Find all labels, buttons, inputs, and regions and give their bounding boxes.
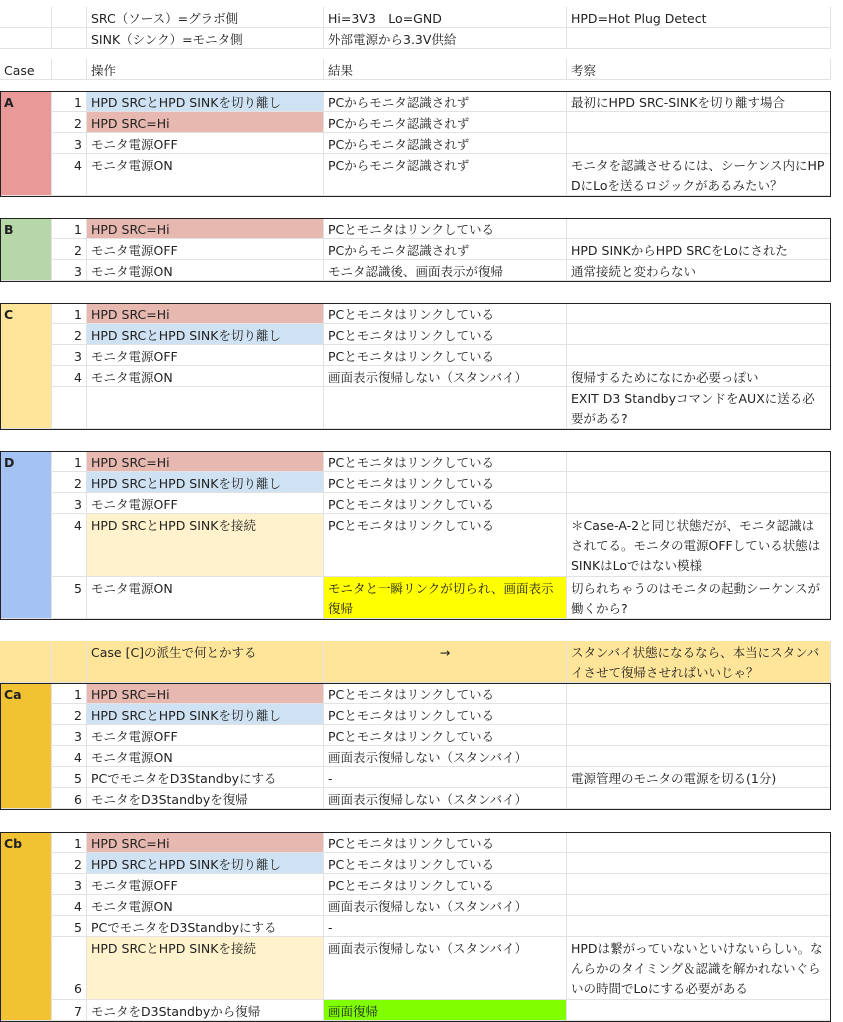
header-note-hpd[interactable]: HPD=Hot Plug Detect — [567, 7, 831, 28]
result-cell[interactable]: - — [324, 767, 567, 788]
operation-cell[interactable]: PCでモニタをD3Standbyにする — [87, 767, 324, 788]
operation-cell[interactable]: モニタ電源ON — [87, 366, 324, 387]
cell-empty[interactable] — [0, 28, 52, 49]
operation-cell[interactable]: HPD SRC=Hi — [87, 683, 324, 704]
result-cell[interactable]: 画面復帰 — [324, 1000, 567, 1021]
operation-cell[interactable]: モニタ電源OFF — [87, 345, 324, 366]
note-cell[interactable] — [567, 493, 831, 514]
result-cell[interactable]: PCとモニタはリンクしている — [324, 303, 567, 324]
step-number[interactable]: 2 — [52, 112, 87, 133]
cell-empty[interactable] — [567, 28, 831, 49]
note-cell[interactable] — [567, 451, 831, 472]
step-number[interactable]: 2 — [52, 853, 87, 874]
header-note-src[interactable]: SRC（ソース）=グラボ側 — [87, 7, 324, 28]
operation-cell[interactable]: HPD SRCとHPD SINKを切り離し — [87, 91, 324, 112]
step-number[interactable]: 1 — [52, 303, 87, 324]
operation-cell[interactable]: HPD SRCとHPD SINKを切り離し — [87, 853, 324, 874]
step-number[interactable]: 2 — [52, 324, 87, 345]
result-cell[interactable]: PCとモニタはリンクしている — [324, 832, 567, 853]
note-cell[interactable]: 通常接続と変わらない — [567, 260, 831, 281]
step-number[interactable]: 4 — [52, 895, 87, 916]
note-cell[interactable] — [567, 472, 831, 493]
operation-cell[interactable]: モニタ電源ON — [87, 154, 324, 196]
step-number[interactable]: 6 — [52, 937, 87, 1000]
note-cell[interactable] — [567, 324, 831, 345]
step-number[interactable]: 1 — [52, 91, 87, 112]
operation-cell[interactable]: モニタ電源ON — [87, 895, 324, 916]
step-number[interactable]: 4 — [52, 366, 87, 387]
note-cell[interactable] — [567, 895, 831, 916]
operation-cell[interactable]: モニタ電源OFF — [87, 493, 324, 514]
note-cell[interactable] — [567, 303, 831, 324]
column-header-case[interactable]: Case — [0, 59, 52, 80]
result-cell[interactable]: PCからモニタ認識されず — [324, 154, 567, 196]
operation-cell[interactable]: HPD SRC=Hi — [87, 832, 324, 853]
result-cell[interactable]: PCとモニタはリンクしている — [324, 472, 567, 493]
note-cell[interactable]: 切られちゃうのはモニタの起動シーケンスが働くから? — [567, 577, 831, 619]
case-label-D[interactable]: D — [0, 451, 52, 619]
derived-header-note[interactable]: スタンバイ状態になるなら、本当にスタンバイさせて復帰させればいいじゃ？ — [567, 641, 831, 683]
operation-cell[interactable]: HPD SRC=Hi — [87, 303, 324, 324]
operation-cell[interactable]: HPD SRCとHPD SINKを接続 — [87, 514, 324, 577]
note-cell[interactable]: モニタを認識させるには、シーケンス内にHPDにLoを送るロジックがあるみたい？ — [567, 154, 831, 196]
note-cell[interactable] — [567, 746, 831, 767]
step-number[interactable]: 6 — [52, 788, 87, 809]
result-cell[interactable]: 画面表示復帰しない（スタンバイ） — [324, 746, 567, 767]
result-cell[interactable]: PCとモニタはリンクしている — [324, 874, 567, 895]
operation-cell[interactable]: HPD SRCとHPD SINKを切り離し — [87, 324, 324, 345]
derived-header-cell[interactable] — [52, 641, 87, 683]
result-cell[interactable]: PCとモニタはリンクしている — [324, 451, 567, 472]
note-cell[interactable]: 電源管理のモニタの電源を切る(1分) — [567, 767, 831, 788]
column-header-num[interactable] — [52, 59, 87, 80]
step-number[interactable]: 3 — [52, 874, 87, 895]
column-header-operation[interactable]: 操作 — [87, 59, 324, 80]
operation-cell[interactable]: HPD SRCとHPD SINKを接続 — [87, 937, 324, 1000]
step-number[interactable]: 2 — [52, 239, 87, 260]
result-cell[interactable] — [324, 387, 567, 429]
step-number[interactable]: 4 — [52, 746, 87, 767]
note-cell[interactable] — [567, 788, 831, 809]
result-cell[interactable]: - — [324, 916, 567, 937]
step-number[interactable]: 1 — [52, 451, 87, 472]
operation-cell[interactable]: HPD SRC=Hi — [87, 451, 324, 472]
result-cell[interactable]: PCからモニタ認識されず — [324, 91, 567, 112]
result-cell[interactable]: 画面表示復帰しない（スタンバイ） — [324, 366, 567, 387]
step-number[interactable]: 3 — [52, 133, 87, 154]
note-cell[interactable] — [567, 853, 831, 874]
case-label-Cb[interactable]: Cb — [0, 832, 52, 1021]
step-number[interactable]: 3 — [52, 725, 87, 746]
result-cell[interactable]: PCとモニタはリンクしている — [324, 218, 567, 239]
note-cell[interactable] — [567, 704, 831, 725]
column-header-note[interactable]: 考察 — [567, 59, 831, 80]
step-number[interactable]: 3 — [52, 493, 87, 514]
result-cell[interactable]: PCとモニタはリンクしている — [324, 725, 567, 746]
operation-cell[interactable]: HPD SRC=Hi — [87, 218, 324, 239]
result-cell[interactable]: PCとモニタはリンクしている — [324, 514, 567, 577]
case-label-C[interactable]: C — [0, 303, 52, 429]
result-cell[interactable]: 画面表示復帰しない（スタンバイ） — [324, 895, 567, 916]
note-cell[interactable] — [567, 1000, 831, 1021]
operation-cell[interactable]: モニタ電源ON — [87, 260, 324, 281]
note-cell[interactable] — [567, 133, 831, 154]
result-cell[interactable]: 画面表示復帰しない（スタンバイ） — [324, 937, 567, 1000]
note-cell[interactable]: 最初にHPD SRC-SINKを切り離す場合 — [567, 91, 831, 112]
note-cell[interactable] — [567, 112, 831, 133]
header-note-hilo[interactable]: Hi=3V3 Lo=GND — [324, 7, 567, 28]
header-note-power[interactable]: 外部電源から3.3V供給 — [324, 28, 567, 49]
case-label-Ca[interactable]: Ca — [0, 683, 52, 809]
operation-cell[interactable]: モニタ電源ON — [87, 746, 324, 767]
note-cell[interactable]: HPD SINKからHPD SRCをLoにされた — [567, 239, 831, 260]
note-cell[interactable] — [567, 725, 831, 746]
operation-cell[interactable] — [87, 387, 324, 429]
note-cell[interactable] — [567, 345, 831, 366]
step-number[interactable]: 7 — [52, 1000, 87, 1021]
cell-empty[interactable] — [52, 28, 87, 49]
note-cell[interactable]: ＊Case-A-2と同じ状態だが、モニタ認識はされてる。モニタの電源OFFしている状態はSINKはLoではない模様 — [567, 514, 831, 577]
derived-header-arrow[interactable]: → — [324, 641, 567, 683]
step-number[interactable]: 3 — [52, 260, 87, 281]
column-header-result[interactable]: 結果 — [324, 59, 567, 80]
note-cell[interactable]: EXIT D3 StandbyコマンドをAUXに送る必要がある? — [567, 387, 831, 429]
operation-cell[interactable]: HPD SRCとHPD SINKを切り離し — [87, 704, 324, 725]
step-number[interactable]: 5 — [52, 577, 87, 619]
step-number[interactable]: 4 — [52, 154, 87, 196]
step-number[interactable]: 1 — [52, 832, 87, 853]
result-cell[interactable]: モニタと一瞬リンクが切られ、画面表示復帰 — [324, 577, 567, 619]
note-cell[interactable] — [567, 916, 831, 937]
cell-empty[interactable] — [52, 7, 87, 28]
step-number[interactable]: 3 — [52, 345, 87, 366]
note-cell[interactable] — [567, 683, 831, 704]
result-cell[interactable]: PCとモニタはリンクしている — [324, 853, 567, 874]
step-number[interactable]: 5 — [52, 916, 87, 937]
result-cell[interactable]: モニタ認識後、画面表示が復帰 — [324, 260, 567, 281]
result-cell[interactable]: PCからモニタ認識されず — [324, 133, 567, 154]
derived-header-operation[interactable]: Case [C]の派生で何とかする — [87, 641, 324, 683]
operation-cell[interactable]: モニタ電源OFF — [87, 725, 324, 746]
case-label-A[interactable]: A — [0, 91, 52, 196]
step-number[interactable]: 4 — [52, 514, 87, 577]
note-cell[interactable] — [567, 218, 831, 239]
operation-cell[interactable]: HPD SRC=Hi — [87, 112, 324, 133]
step-number[interactable]: 2 — [52, 704, 87, 725]
result-cell[interactable]: PCからモニタ認識されず — [324, 112, 567, 133]
note-cell[interactable]: 復帰するためになにか必要っぽい — [567, 366, 831, 387]
derived-header-cell[interactable] — [0, 641, 52, 683]
step-number[interactable]: 1 — [52, 683, 87, 704]
operation-cell[interactable]: モニタ電源ON — [87, 577, 324, 619]
result-cell[interactable]: PCとモニタはリンクしている — [324, 683, 567, 704]
operation-cell[interactable]: モニタをD3Standbyから復帰 — [87, 1000, 324, 1021]
operation-cell[interactable]: モニタ電源OFF — [87, 874, 324, 895]
step-number[interactable] — [52, 387, 87, 429]
step-number[interactable]: 1 — [52, 218, 87, 239]
result-cell[interactable]: PCとモニタはリンクしている — [324, 493, 567, 514]
note-cell[interactable] — [567, 874, 831, 895]
step-number[interactable]: 5 — [52, 767, 87, 788]
result-cell[interactable]: PCとモニタはリンクしている — [324, 324, 567, 345]
result-cell[interactable]: PCとモニタはリンクしている — [324, 345, 567, 366]
note-cell[interactable]: HPDは繋がっていないといけないらしい。なんらかのタイミング＆認識を解かれないぐらいの時間でLoにする必要がある — [567, 937, 831, 1000]
result-cell[interactable]: 画面表示復帰しない（スタンバイ） — [324, 788, 567, 809]
note-cell[interactable] — [567, 832, 831, 853]
operation-cell[interactable]: モニタをD3Standbyを復帰 — [87, 788, 324, 809]
operation-cell[interactable]: HPD SRCとHPD SINKを切り離し — [87, 472, 324, 493]
operation-cell[interactable]: PCでモニタをD3Standbyにする — [87, 916, 324, 937]
operation-cell[interactable]: モニタ電源OFF — [87, 239, 324, 260]
header-note-sink[interactable]: SINK（シンク）=モニタ側 — [87, 28, 324, 49]
step-number[interactable]: 2 — [52, 472, 87, 493]
cell-empty[interactable] — [0, 7, 52, 28]
result-cell[interactable]: PCとモニタはリンクしている — [324, 704, 567, 725]
case-label-B[interactable]: B — [0, 218, 52, 281]
operation-cell[interactable]: モニタ電源OFF — [87, 133, 324, 154]
result-cell[interactable]: PCからモニタ認識されず — [324, 239, 567, 260]
